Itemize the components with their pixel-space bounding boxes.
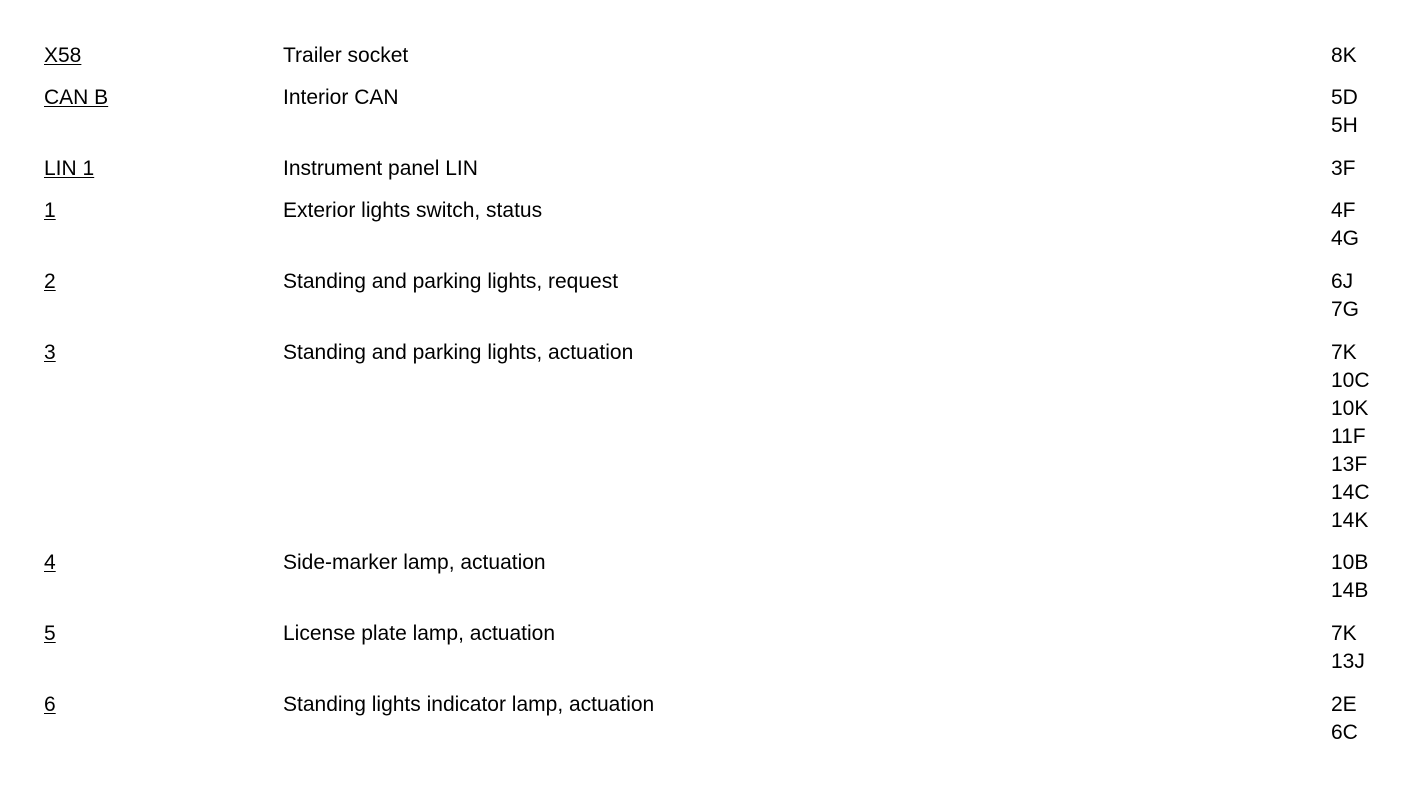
row-code[interactable]: 6 <box>44 693 56 716</box>
legend-row <box>44 42 1384 84</box>
ref-item: 7K <box>1331 341 1357 364</box>
row-description: Exterior lights switch, status <box>283 199 543 222</box>
row-refs <box>1331 197 1359 253</box>
row-code[interactable]: CAN B <box>44 86 109 109</box>
row-refs <box>1331 268 1359 324</box>
row-code[interactable]: 5 <box>44 622 56 645</box>
row-code[interactable]: 3 <box>44 341 56 364</box>
legend-row <box>44 268 1384 339</box>
row-description: License plate lamp, actuation <box>283 622 556 645</box>
ref-item: 7K <box>1331 622 1357 645</box>
row-refs <box>1331 42 1357 70</box>
ref-item: 10K <box>1331 397 1369 420</box>
ref-item: 4G <box>1331 227 1360 250</box>
row-description: Interior CAN <box>283 86 399 109</box>
ref-item: 6J <box>1331 270 1354 293</box>
legend-table <box>44 42 1384 762</box>
ref-item: 4F <box>1331 199 1356 222</box>
legend-row <box>44 197 1384 268</box>
row-description: Standing lights indicator lamp, actuation <box>283 693 655 716</box>
legend-row <box>44 620 1384 691</box>
ref-item: 2E <box>1331 693 1357 716</box>
row-description: Side-marker lamp, actuation <box>283 551 546 574</box>
ref-item: 7G <box>1331 298 1360 321</box>
row-refs <box>1331 155 1356 183</box>
row-description: Instrument panel LIN <box>283 157 478 180</box>
ref-item: 6C <box>1331 721 1358 744</box>
row-code[interactable]: 1 <box>44 199 56 222</box>
row-code[interactable]: 2 <box>44 270 56 293</box>
ref-item: 10C <box>1331 369 1370 392</box>
ref-item: 10B <box>1331 551 1369 574</box>
row-code[interactable]: X58 <box>44 44 82 67</box>
legend-row <box>44 339 1384 549</box>
ref-item: 13F <box>1331 453 1368 476</box>
ref-item: 13J <box>1331 650 1365 673</box>
row-code[interactable]: 4 <box>44 551 56 574</box>
ref-item: 5D <box>1331 86 1358 109</box>
legend-row <box>44 155 1384 197</box>
ref-item: 5H <box>1331 114 1358 137</box>
ref-item: 14K <box>1331 509 1369 532</box>
ref-item: 11F <box>1331 425 1366 448</box>
legend-row <box>44 549 1384 620</box>
row-refs <box>1331 84 1358 140</box>
ref-item: 3F <box>1331 157 1356 180</box>
row-refs <box>1331 691 1358 747</box>
row-description: Standing and parking lights, actuation <box>283 341 634 364</box>
row-description: Standing and parking lights, request <box>283 270 619 293</box>
ref-item: 8K <box>1331 44 1357 67</box>
legend-row <box>44 691 1384 762</box>
row-code[interactable]: LIN 1 <box>44 157 95 180</box>
row-refs <box>1331 620 1365 676</box>
row-description: Trailer socket <box>283 44 409 67</box>
ref-item: 14C <box>1331 481 1370 504</box>
ref-item: 14B <box>1331 579 1369 602</box>
row-refs <box>1331 339 1370 535</box>
legend-row <box>44 84 1384 155</box>
row-refs <box>1331 549 1368 605</box>
